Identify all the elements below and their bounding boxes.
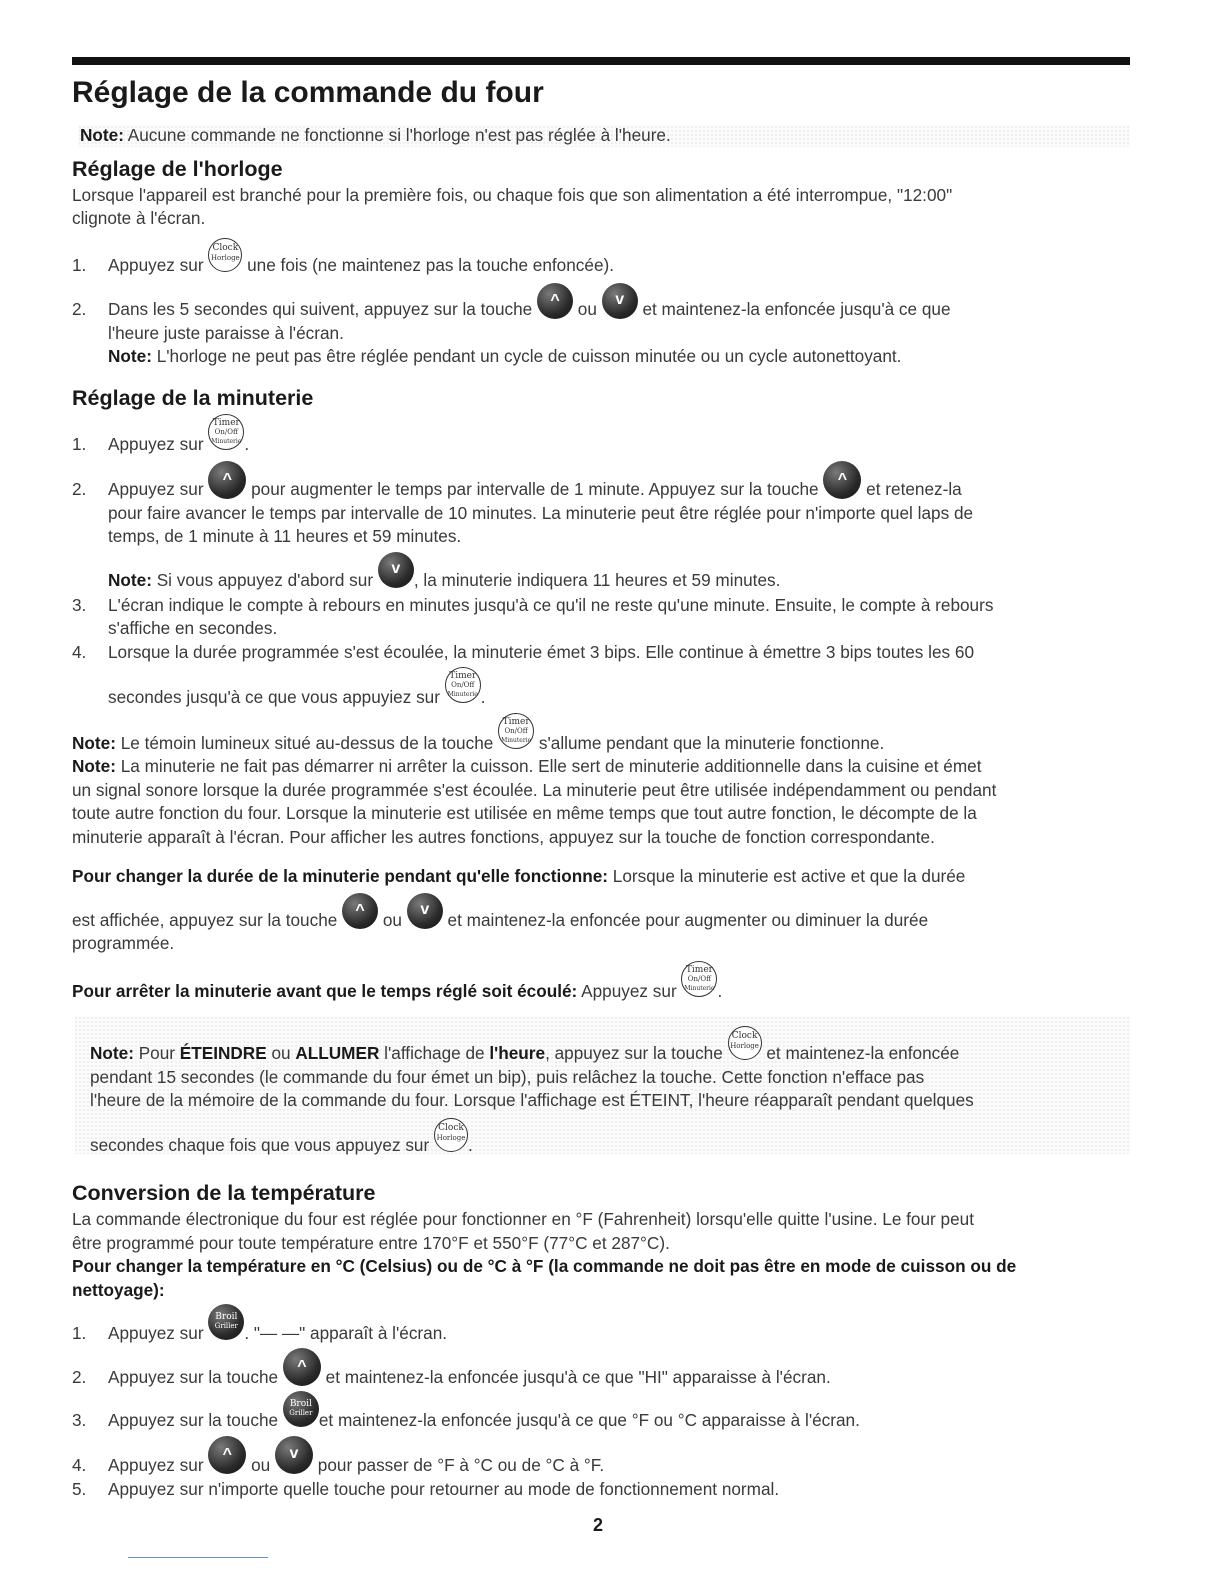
down-arrow-button[interactable]: v: [602, 283, 638, 319]
timer-step-1-number: 1.: [72, 434, 87, 454]
clock-intro-2: clignote à l'écran.: [72, 208, 206, 228]
top-note: Note: Aucune commande ne fonctionne si l'horloge n'est pas réglée à l'heure.: [80, 125, 671, 145]
timer-minuterie-button[interactable]: Timer On/Off Minuterie: [681, 961, 717, 997]
clock-step-1: Appuyez sur Clock Horloge une fois (ne maintenez pas la touche enfoncée).: [108, 254, 614, 278]
down-arrow-button[interactable]: v: [407, 893, 443, 929]
temp-line-2: être programmé pour toute température entre 170°F et 550°F (77°C et 287°C).: [72, 1233, 670, 1253]
temp-step-3-number: 3.: [72, 1410, 87, 1430]
timer-step-2: Appuyez sur ^ pour augmenter le temps par intervalle de 1 minute. Appuyez sur la touche ^ et retenez-la: [108, 478, 962, 502]
page-number: 2: [593, 1515, 604, 1535]
timer-note-1: Note: Le témoin lumineux situé au-dessus de la touche Timer On/Off Minuterie s'allume pendant que la minuterie fonctionne.: [72, 732, 884, 756]
broil-griller-button[interactable]: Broil Griller: [208, 1304, 244, 1340]
clock-step-1-number: 1.: [72, 255, 87, 275]
temp-step-1: Appuyez sur Broil Griller . "— —" apparaît à l'écran.: [108, 1322, 447, 1346]
timer-step-3-line-1: L'écran indique le compte à rebours en minutes jusqu'à ce qu'il ne reste qu'une minute. Ensuite, le compte à rebours: [108, 595, 994, 615]
footer-link-line: [128, 1557, 268, 1558]
timer-step-4-line-1: Lorsque la durée programmée s'est écoulée, la minuterie émet 3 bips. Elle continue à émettre 3 bips toutes les 60: [108, 642, 975, 662]
display-note-line-4: secondes chaque fois que vous appuyez sur Clock Horloge .: [90, 1134, 473, 1158]
temp-bold-line-1: Pour changer la température en °C (Celsius) ou de °C à °F (la commande ne doit pas être en mode de cuisson ou de: [72, 1256, 1017, 1276]
timer-step-2-line-2: pour faire avancer le temps par intervalle de 10 minutes. La minuterie peut être réglée pour n'importe quel laps de: [108, 503, 974, 523]
timer-step-2-number: 2.: [72, 479, 87, 499]
timer-step-2-line-3: temps, de 1 minute à 11 heures et 59 minutes.: [108, 526, 462, 546]
timer-note-2-line-3: toute autre fonction du four. Lorsque la minuterie est utilisée en même temps que tout autre fonction, le décompte de la: [72, 803, 977, 823]
timer-step-4-line-2: secondes jusqu'à ce que vous appuyiez sur Timer On/Off Minuterie .: [108, 686, 486, 710]
timer-note-2-line-2: un signal sonore lorsque la durée programmée s'est écoulée. La minuterie peut être utilisée indépendamment ou pendant: [72, 780, 997, 800]
timer-minuterie-button[interactable]: Timer On/Off Minuterie: [208, 414, 244, 450]
timer-stop: Pour arrêter la minuterie avant que le temps réglé soit écoulé: Appuyez sur Timer On/Off Minuterie .: [72, 980, 722, 1004]
display-note-line-2: pendant 15 secondes (le commande du four émet un bip), puis relâchez la touche. Cette fonction n'efface pas: [90, 1067, 925, 1087]
clock-horloge-button[interactable]: Clock Horloge: [434, 1118, 468, 1152]
timer-heading: Réglage de la minuterie: [72, 386, 314, 410]
clock-intro-1: Lorsque l'appareil est branché pour la première fois, ou chaque fois que son alimentation a été interrompue, "12:00": [72, 185, 953, 205]
timer-change-line-2: est affichée, appuyez sur la touche ^ ou v et maintenez-la enfoncée pour augmenter ou diminuer la durée: [72, 909, 928, 933]
up-arrow-button[interactable]: ^: [342, 893, 378, 929]
timer-step-4-number: 4.: [72, 642, 87, 662]
up-arrow-button[interactable]: ^: [283, 1348, 321, 1386]
timer-change-line-1: Pour changer la durée de la minuterie pendant qu'elle fonctionne: Lorsque la minuterie est active et que la durée: [72, 866, 966, 886]
page-title: Réglage de la commande du four: [72, 76, 544, 109]
timer-step-3-line-2: s'affiche en secondes.: [108, 618, 278, 638]
timer-step-2-note: Note: Si vous appuyez d'abord sur v, la minuterie indiquera 11 heures et 59 minutes.: [108, 569, 780, 593]
up-arrow-button[interactable]: ^: [537, 283, 573, 319]
temp-line-1: La commande électronique du four est réglée pour fonctionner en °F (Fahrenheit) lorsqu'elle quitte l'usine. Le four peut: [72, 1209, 974, 1229]
clock-horloge-button[interactable]: Clock Horloge: [208, 238, 242, 272]
display-note-line-1: Note: Pour ÉTEINDRE ou ALLUMER l'affichage de l'heure, appuyez sur la touche Clock Horloge et maintenez-la enfoncée: [90, 1042, 959, 1066]
clock-step-2: Dans les 5 secondes qui suivent, appuyez sur la touche ^ ou v et maintenez-la enfoncée jusqu'à ce que: [108, 298, 951, 322]
temp-step-2-number: 2.: [72, 1367, 87, 1387]
temp-step-4-number: 4.: [72, 1455, 87, 1475]
clock-step-2-note: Note: L'horloge ne peut pas être réglée pendant un cycle de cuisson minutée ou un cycle autonettoyant.: [108, 346, 902, 366]
top-rule: [72, 57, 1130, 65]
temp-step-5-number: 5.: [72, 1479, 87, 1499]
temp-bold-line-2: nettoyage):: [72, 1280, 165, 1300]
timer-minuterie-button[interactable]: Timer On/Off Minuterie: [498, 713, 534, 749]
clock-heading: Réglage de l'horloge: [72, 157, 283, 181]
down-arrow-button[interactable]: v: [378, 552, 414, 588]
clock-step-2-line-2: l'heure juste paraisse à l'écran.: [108, 323, 344, 343]
timer-step-1: Appuyez sur Timer On/Off Minuterie .: [108, 433, 249, 457]
timer-note-2-line-4: minuterie apparaît à l'écran. Pour afficher les autres fonctions, appuyez sur la touche de fonction correspondante.: [72, 827, 935, 847]
temp-step-4: Appuyez sur ^ ou v pour passer de °F à °C ou de °C à °F.: [108, 1454, 604, 1478]
clock-step-2-number: 2.: [72, 299, 87, 319]
down-arrow-button[interactable]: v: [275, 1436, 313, 1474]
temp-step-5: Appuyez sur n'importe quelle touche pour retourner au mode de fonctionnement normal.: [108, 1479, 780, 1499]
temp-step-3: Appuyez sur la touche Broil Griller et maintenez-la enfoncée jusqu'à ce que °F ou °C apparaisse à l'écran.: [108, 1409, 860, 1433]
timer-minuterie-button[interactable]: Timer On/Off Minuterie: [445, 667, 481, 703]
temp-step-1-number: 1.: [72, 1323, 87, 1343]
temp-heading: Conversion de la température: [72, 1181, 376, 1205]
timer-step-3-number: 3.: [72, 595, 87, 615]
temp-step-2: Appuyez sur la touche ^ et maintenez-la enfoncée jusqu'à ce que "HI" apparaisse à l'écran.: [108, 1366, 831, 1390]
display-note-line-3: l'heure de la mémoire de la commande du four. Lorsque l'affichage est ÉTEINT, l'heure réapparaît pendant quelques: [90, 1090, 974, 1110]
up-arrow-button[interactable]: ^: [208, 1436, 246, 1474]
up-arrow-button[interactable]: ^: [208, 461, 246, 499]
broil-griller-button[interactable]: Broil Griller: [283, 1391, 319, 1427]
timer-change-line-3: programmée.: [72, 933, 175, 953]
up-arrow-button[interactable]: ^: [823, 461, 861, 499]
timer-note-2-line-1: Note: La minuterie ne fait pas démarrer ni arrêter la cuisson. Elle sert de minuterie additionnelle dans la cuisine et émet: [72, 756, 982, 776]
clock-horloge-button[interactable]: Clock Horloge: [728, 1026, 762, 1060]
